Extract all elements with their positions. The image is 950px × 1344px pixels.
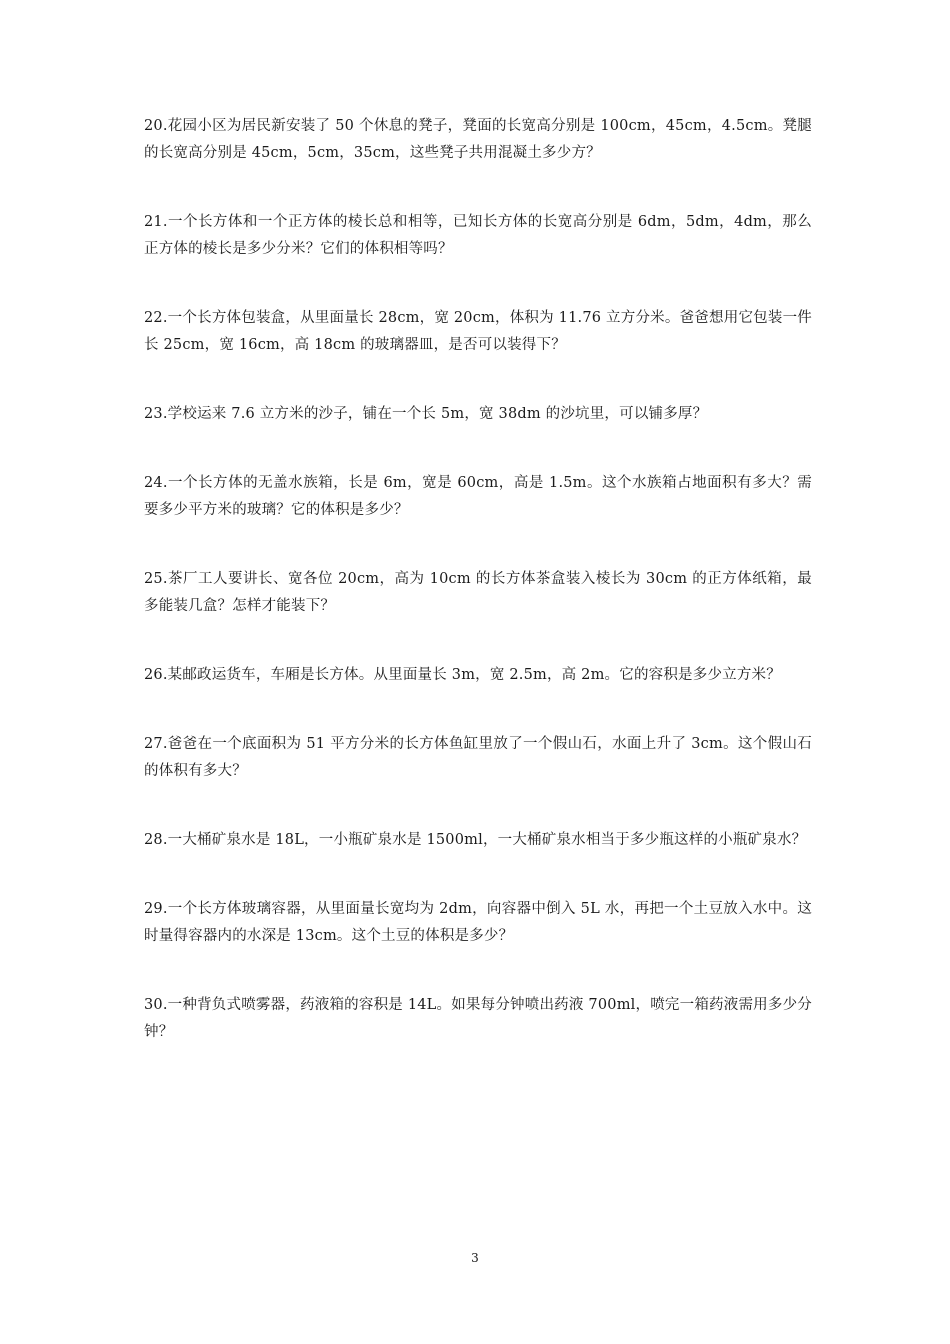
problem-26: 26.某邮政运货车，车厢是长方体。从里面量长 3m，宽 2.5m，高 2m。它的容积是多少立方米？ <box>144 667 781 683</box>
problem-21: 21.一个长方体和一个正方体的棱长总和相等，已知长方体的长宽高分别是 6dm，5dm，4dm，那么正方体的棱长是多少分米？它们的体积相等吗？ <box>144 214 812 257</box>
problem-list <box>144 113 812 1088</box>
problem-22: 22.一个长方体包装盒，从里面量长 28cm，宽 20cm，体积为 11.76 立方分米。爸爸想用它包装一件长 25cm，宽 16cm，高 18cm 的玻璃器皿，是否可以装得下？ <box>144 310 812 353</box>
problem-24: 24.一个长方体的无盖水族箱，长是 6m，宽是 60cm，高是 1.5m。这个水族箱占地面积有多大？需要多少平方米的玻璃？它的体积是多少？ <box>144 475 812 518</box>
problem-29: 29.一个长方体玻璃容器，从里面量长宽均为 2dm，向容器中倒入 5L 水，再把一个土豆放入水中。这时量得容器内的水深是 13cm。这个土豆的体积是多少？ <box>144 901 812 944</box>
problem-30: 30.一种背负式喷雾器，药液箱的容积是 14L。如果每分钟喷出药液 700ml，喷完一箱药液需用多少分钟？ <box>144 997 812 1040</box>
problem-25: 25.茶厂工人要讲长、宽各位 20cm，高为 10cm 的长方体茶盒装入棱长为 30cm 的正方体纸箱，最多能装几盒？怎样才能装下？ <box>144 571 812 614</box>
problem-28: 28.一大桶矿泉水是 18L，一小瓶矿泉水是 1500ml，一大桶矿泉水相当于多少瓶这样的小瓶矿泉水？ <box>144 832 807 848</box>
page-number: 3 <box>471 1251 479 1265</box>
problem-27: 27.爸爸在一个底面积为 51 平方分米的长方体鱼缸里放了一个假山石，水面上升了 3cm。这个假山石的体积有多大？ <box>144 736 812 779</box>
problem-23: 23.学校运来 7.6 立方米的沙子，铺在一个长 5m，宽 38dm 的沙坑里，可以铺多厚？ <box>144 406 708 422</box>
problem-20: 20.花园小区为居民新安装了 50 个休息的凳子，凳面的长宽高分别是 100cm，45cm，4.5cm。凳腿的长宽高分别是 45cm，5cm，35cm，这些凳子共用混凝土多少方？ <box>144 118 812 161</box>
